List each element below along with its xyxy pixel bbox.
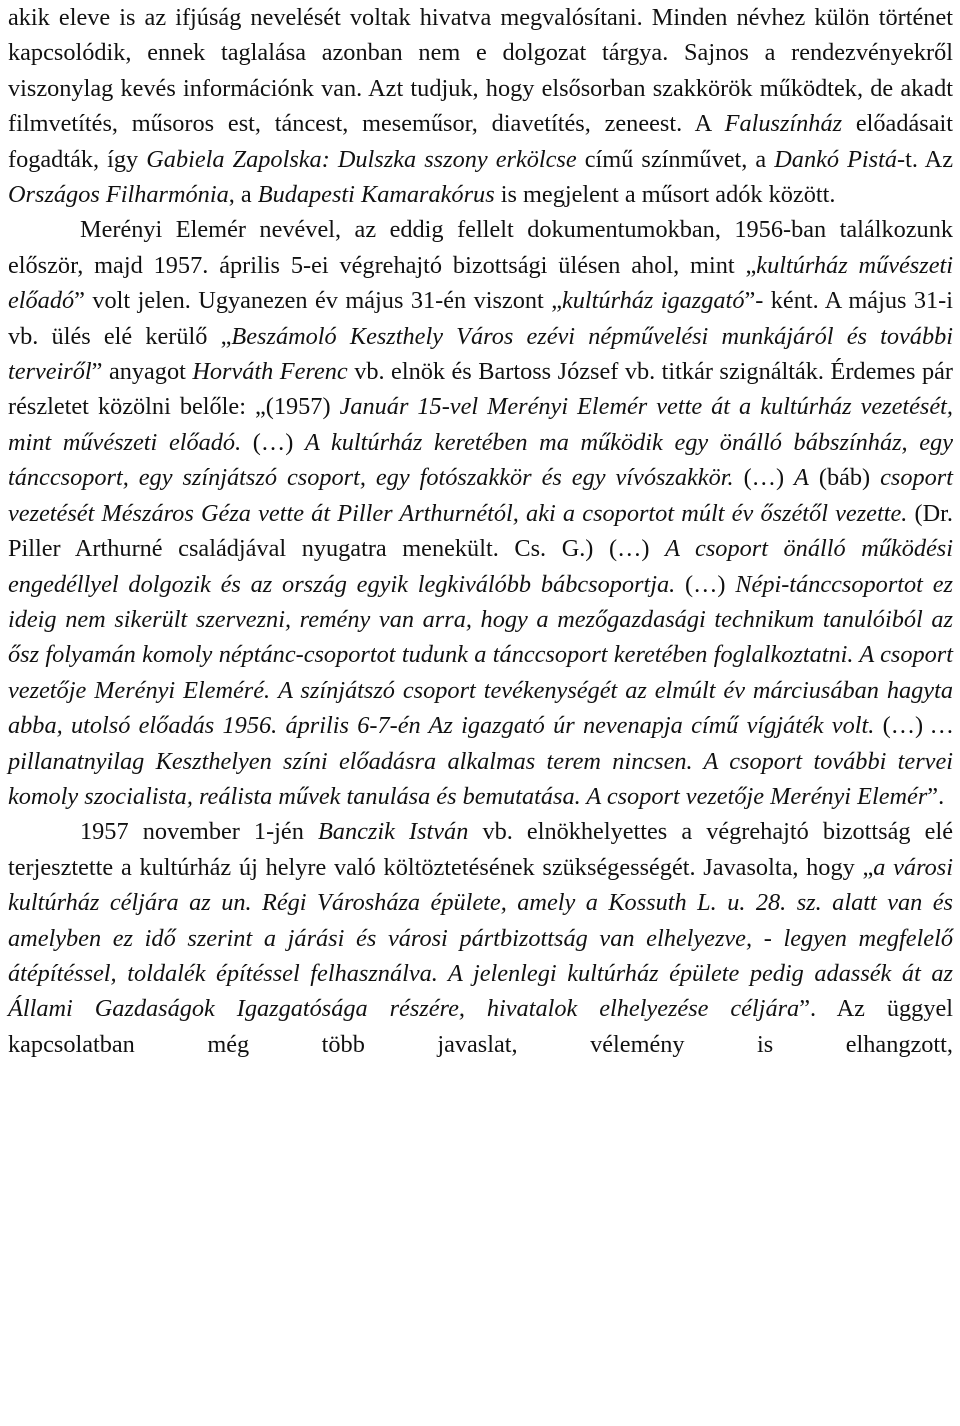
italic-run: Faluszínház: [724, 110, 843, 138]
text-run: előadásait fogadták, így: [8, 110, 953, 173]
text-run: (Dr. Piller Arthurné családjával nyugatra menekült. Cs. G.) (…): [8, 499, 953, 563]
text-run: ”. Az üggyel kapcsolatban még több javaslat, vélemény is elhangzott,: [8, 995, 954, 1058]
text-run: című színművet, a: [576, 145, 775, 173]
text-run: [270, 677, 278, 704]
italic-run: A színjátszó csoport tevékenységét az elmúlt év márciusában hagyta abba, utolsó előadás 1956. április 6-7-én Az igazgató úr nevenapja című vígjáték volt.: [8, 676, 953, 740]
text-run: (…): [874, 712, 932, 740]
text-run: akik eleve is az ifjúság nevelését voltak hivatva megvalósítani. Minden névhez külön történet kapcsolódik, ennek taglalása azonban nem e dolgozat tárgya. Sajnos a rendezvényekről viszonylag kevés információnk van. Azt tudjuk, hogy elsősorban szakkörök működtek, de akadt filmvetítés, műsoros est, táncest, meseműsor, diavetítés, zeneest. A: [8, 4, 953, 138]
text-run: 1957 november 1-jén: [80, 818, 318, 846]
text-run: ” volt jelen. Ugyanezen év május 31-én viszont „: [74, 287, 562, 315]
text-run: is megjelent a műsort adók között.: [494, 181, 836, 209]
italic-run: kultúrház művészeti előadó: [8, 251, 954, 315]
text-run: ” anyagot: [91, 358, 193, 386]
italic-run: Dankó Pistá: [774, 145, 898, 173]
italic-run: Népi-tánccsoportot ez ideig nem sikerült szervezni, remény van arra, hogy a mezőgazdasági technikum tanulóiból az ősz folyamán komoly néptánc-csoportot tudunk a tánccsoport keretében foglalkoztatni. A csoport vezetője Merényi Eleméré.: [8, 570, 953, 704]
italic-run: A: [794, 464, 809, 492]
text-run: ”- ként. A május 31-i vb. ülés elé kerülő „: [8, 287, 954, 350]
italic-run: Budapesti Kamarakórus: [257, 181, 495, 209]
text-run: Merényi Elemér nevével, az eddig fellelt dokumentumokban, 1956-ban találkozunk először, majd 1957. április 5-ei végrehajtó bizottsági ülésen ahol, mint „: [8, 216, 953, 279]
italic-run: Gabiela Zapolska: Dulszka sszony erkölcse: [146, 145, 577, 173]
italic-run: …pillanatnyilag Keszthelyen színi előadásra alkalmas terem nincsen. A csoport további tervei komoly szocialista, reálista művek tanulása és bemutatása. A csoport vezetője Merényi Elemér: [8, 712, 953, 810]
paragraph-banczik: [8, 814, 953, 1062]
text-run: (…): [241, 428, 305, 456]
text-run: -t. Az: [897, 145, 954, 173]
text-run: (báb): [808, 464, 881, 492]
italic-run: Január 15-vel Merényi Elemér vette át a kultúrház vezetését, mint művészeti előadó.: [8, 393, 953, 456]
italic-run: a városi kultúrház céljára az un. Régi Városháza épülete, amely a Kossuth L. u. 28. sz. alatt van és amelyben ez idő szerint a járási és városi pártbizottság van elhelyezve, - legyen megfelelő átépítéssel, toldalék építéssel felhasználva. A jelenlegi kultúrház épülete pedig adassék át az Állami Gazdaságok Igazgatósága részére, hivatalok elhelyezése céljára: [8, 853, 953, 1023]
italic-run: Beszámoló Keszthely Város ezévi népművelési munkájáról és további terveiről: [8, 322, 953, 386]
paragraph-intro: [8, 0, 953, 212]
document-page: [8, 0, 953, 1062]
text-run: vb. elnök és Bartoss József vb. titkár szignálták. Érdemes pár részletet közölni belőle: „(1957): [8, 358, 953, 421]
italic-run: A csoport önálló működési engedéllyel dolgozik és az ország egyik legkiválóbb bábcsoportja.: [8, 535, 953, 598]
text-run: (…): [675, 570, 736, 598]
text-run: ”.: [927, 782, 945, 810]
italic-run: kultúrház igazgató: [561, 287, 745, 315]
text-run: vb. elnökhelyettes a végrehajtó bizottság elé terjesztette a kultúrház új helyre való költöztetésének szükségességét. Javasolta, hogy „: [8, 818, 953, 881]
italic-run: Országos Filharmónia: [8, 181, 229, 209]
text-run: , a: [228, 181, 258, 209]
italic-run: Banczik István: [317, 818, 469, 846]
italic-run: A kultúrház keretében ma működik egy önálló bábszínház, egy tánccsoport, egy színjátszó csoport, egy fotószakkör és egy vívószakkör.: [8, 428, 953, 492]
text-run: (…): [733, 464, 795, 492]
italic-run: csoport vezetését Mészáros Géza vette át Piller Arthurnétól, aki a csoportot múlt év őszétől vezette.: [8, 464, 953, 527]
paragraph-merenyi: [8, 212, 953, 814]
italic-run: Horváth Ferenc: [192, 358, 348, 386]
